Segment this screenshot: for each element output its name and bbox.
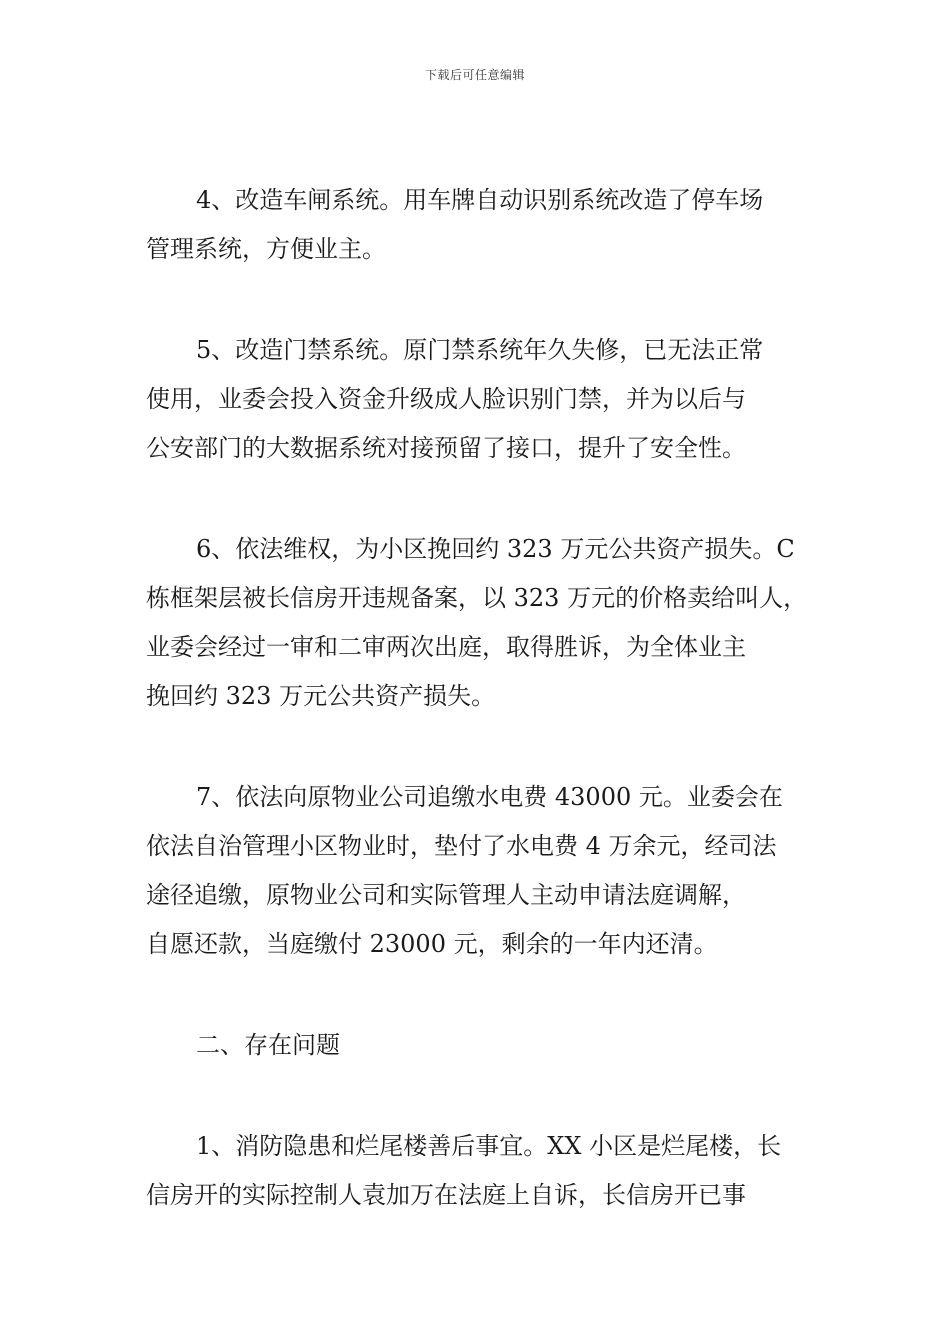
page-header-note: 下载后可任意编辑	[424, 68, 525, 82]
paragraph-line: 使用，业委会投入资金升级成人脸识别门禁，并为以后与	[146, 385, 746, 413]
paragraph-line: 依法自治管理小区物业时，垫付了水电费 4 万余元，经司法	[146, 832, 777, 860]
paragraph-line: 1、消防隐患和烂尾楼善后事宜。XX 小区是烂尾楼，长	[196, 1132, 782, 1160]
paragraph-item-7	[146, 773, 808, 969]
paragraph-line: 挽回约 323 万元公共资产损失。	[146, 682, 496, 710]
paragraph-line: 途径追缴，原物业公司和实际管理人主动申请法庭调解，	[146, 881, 746, 909]
paragraph-issue-1	[146, 1122, 808, 1220]
section-heading-issues	[146, 1021, 808, 1070]
paragraph-line: 自愿还款，当庭缴付 23000 元，剩余的一年内还清。	[146, 930, 718, 958]
section-heading-text: 二、存在问题	[196, 1031, 340, 1059]
paragraph-item-4	[146, 176, 808, 274]
paragraph-line: 6、依法维权，为小区挽回约 323 万元公共资产损失。C	[196, 535, 795, 563]
paragraph-line: 栋框架层被长信房开违规备案，以 323 万元的价格卖给叫人，	[146, 584, 808, 612]
document-body	[146, 176, 808, 1272]
paragraph-item-6	[146, 525, 808, 721]
paragraph-line: 管理系统，方便业主。	[146, 235, 386, 263]
paragraph-line: 4、改造车闸系统。用车牌自动识别系统改造了停车场	[196, 186, 764, 214]
paragraph-item-5	[146, 326, 808, 473]
paragraph-line: 业委会经过一审和二审两次出庭，取得胜诉，为全体业主	[146, 633, 746, 661]
paragraph-line: 信房开的实际控制人袁加万在法庭上自诉，长信房开已事	[146, 1181, 746, 1209]
paragraph-line: 5、改造门禁系统。原门禁系统年久失修，已无法正常	[196, 336, 764, 364]
paragraph-line: 公安部门的大数据系统对接预留了接口，提升了安全性。	[146, 434, 746, 462]
paragraph-line: 7、依法向原物业公司追缴水电费 43000 元。业委会在	[196, 783, 783, 811]
